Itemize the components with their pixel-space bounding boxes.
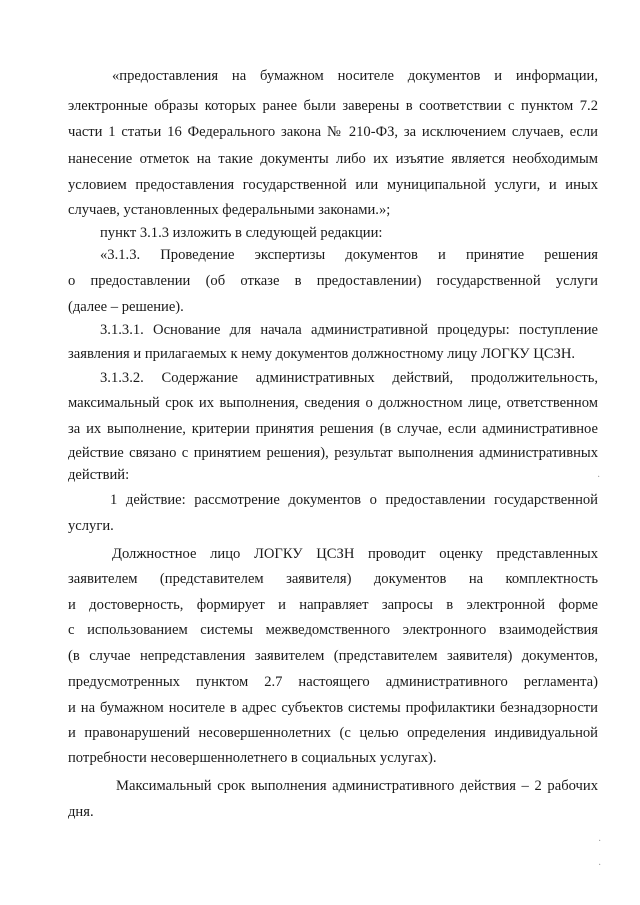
text-line: нанесение отметок на такие документы либо их изъятие является необходимым: [68, 151, 598, 167]
text-line: электронные образы которых ранее были заверены в соответствии с пунктом 7.2: [68, 98, 598, 114]
text-line: действий:: [68, 467, 130, 483]
text-line: «предоставления на бумажном носителе документов и информации,: [112, 68, 598, 84]
text-line: максимальный срок их выполнения, сведения о должностном лице, ответственном: [68, 395, 598, 411]
text-line: условием предоставления государственной или муниципальной услуги, и иных: [68, 177, 598, 193]
text-line: «3.1.3. Проведение экспертизы документов и принятие решения: [100, 247, 598, 263]
text-line: с использованием системы межведомственного электронного взаимодействия: [68, 622, 598, 638]
text-line: о предоставлении (об отказе в предоставлении) государственной услуги: [68, 273, 598, 289]
text-line: предусмотренных пунктом 2.7 настоящего административного регламента): [68, 674, 598, 690]
text-line: 3.1.3.1. Основание для начала административной процедуры: поступление: [100, 322, 598, 338]
scan-speck: ·: [598, 860, 602, 871]
text-line: услуги.: [68, 518, 114, 534]
scan-speck: ·: [598, 836, 602, 847]
text-line: (в случае непредставления заявителем (представителем заявителя) документов,: [68, 648, 598, 664]
text-line: Максимальный срок выполнения административного действия – 2 рабочих: [116, 778, 598, 794]
text-line: и достоверность, формирует и направляет запросы в электронной форме: [68, 597, 598, 613]
scan-speck: ·: [597, 472, 601, 483]
text-line: 1 действие: рассмотрение документов о предоставлении государственной: [110, 492, 598, 508]
text-line: за их выполнение, критерии принятия решения (в случае, если административное: [68, 421, 598, 437]
text-line: и правонарушений несовершеннолетних (с целью определения индивидуальной: [68, 725, 598, 741]
text-line: пункт 3.1.3 изложить в следующей редакции:: [100, 225, 383, 241]
text-line: потребности несовершеннолетнего в социальных услугах).: [68, 750, 437, 766]
text-line: дня.: [68, 804, 94, 820]
text-line: действие связано с принятием решения), результат выполнения административных: [68, 445, 598, 461]
text-line: Должностное лицо ЛОГКУ ЦСЗН проводит оценку представленных: [112, 546, 598, 562]
text-line: и на бумажном носителе в адрес субъектов системы профилактики безнадзорности: [68, 700, 598, 716]
text-line: заявителем (представителем заявителя) документов на комплектность: [68, 571, 598, 587]
text-line: заявления и прилагаемых к нему документов должностному лицу ЛОГКУ ЦСЗН.: [68, 346, 576, 362]
text-line: 3.1.3.2. Содержание административных действий, продолжительность,: [100, 370, 598, 386]
text-line: (далее – решение).: [68, 299, 184, 315]
text-line: части 1 статьи 16 Федерального закона № 210-ФЗ, за исключением случаев, если: [68, 124, 598, 140]
text-line: случаев, установленных федеральными законами.»;: [68, 202, 391, 218]
